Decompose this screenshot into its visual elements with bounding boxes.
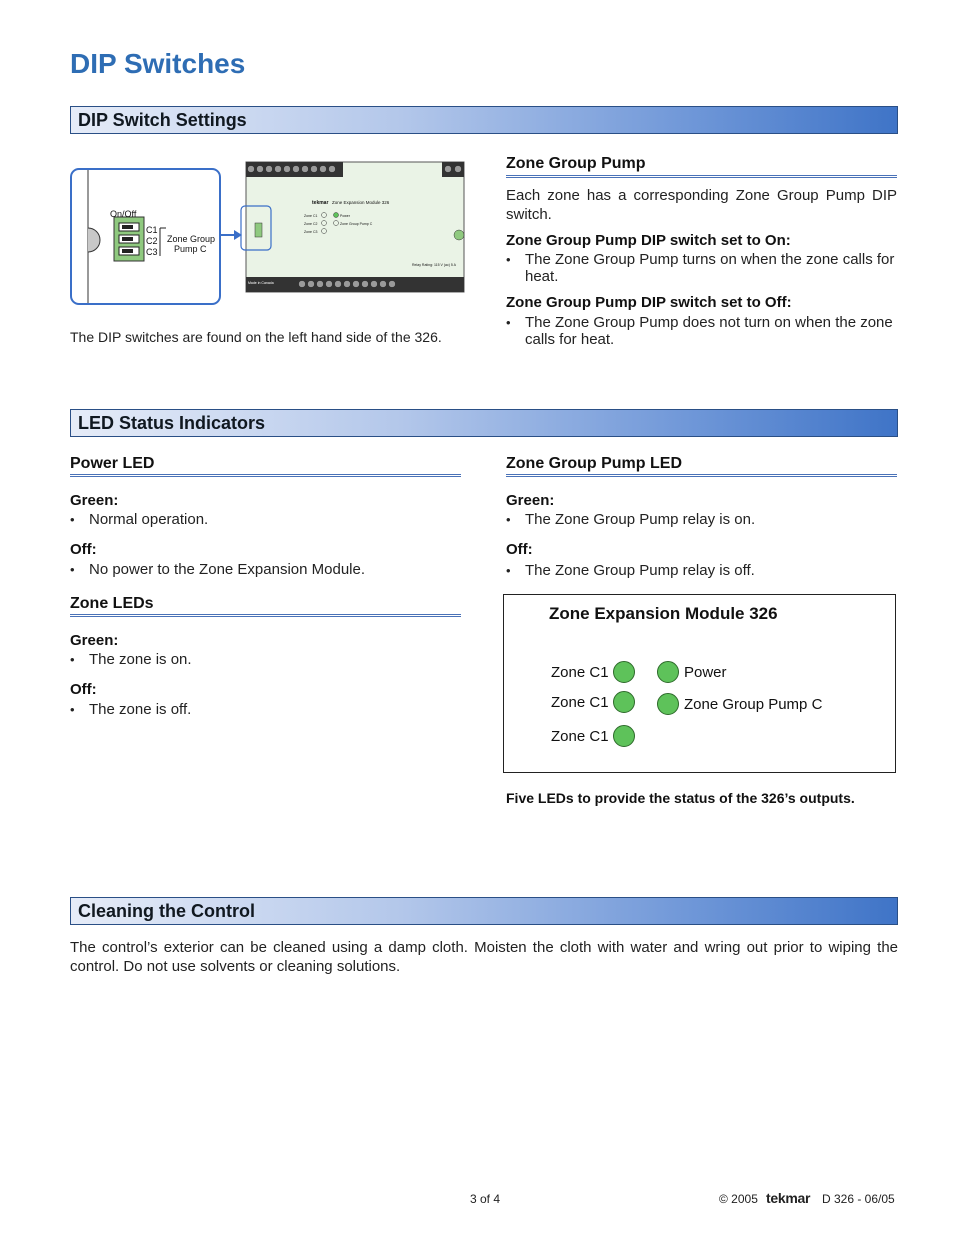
zgp-heading: Zone Group Pump <box>506 155 646 172</box>
module-zone-c2: Zone C2 <box>304 222 318 226</box>
zone-off-text: • The zone is off. <box>70 701 469 718</box>
led-power <box>657 661 679 683</box>
zgp-label-1: Zone Group <box>167 234 216 244</box>
cleaning-text: The control’s exterior can be cleaned using a damp cloth. Moisten the cloth with water and wring out prior to wiping the control. Do not use solvents or cleaning solutions. <box>70 939 898 975</box>
led-panel <box>503 594 896 773</box>
zgp-off-text: • The Zone Group Pump does not turn on when the zone calls for heat. <box>506 314 897 348</box>
zgp-green-text: • The Zone Group Pump relay is on. <box>506 511 905 528</box>
dip-figure-caption: The DIP switches are found on the left hand side of the 326. <box>70 329 442 345</box>
copyright: © 2005 <box>719 1192 758 1206</box>
module-zgp: Zone Group Pump C <box>340 222 373 226</box>
zone-green-text: • The zone is on. <box>70 651 469 668</box>
section-title: Cleaning the Control <box>78 901 255 921</box>
switch-label-c3: C3 <box>146 247 158 257</box>
zgp-on-label: Zone Group Pump DIP switch set to On: <box>506 232 791 249</box>
dip-switch-figure <box>70 160 470 310</box>
zone-leds-rule <box>70 614 461 617</box>
section-band-cleaning <box>70 897 898 925</box>
zgp-heading-rule <box>506 175 897 178</box>
switch-label-c2: C2 <box>146 236 158 246</box>
power-led-heading: Power LED <box>70 455 155 472</box>
led-zone-c1 <box>613 661 635 683</box>
led-zone-c3-label: Zone C1 <box>551 728 609 745</box>
led-power-label: Power <box>684 664 727 681</box>
zone-leds-heading: Zone LEDs <box>70 595 154 612</box>
led-zone-group-pump <box>657 693 679 715</box>
switch-label-c1: C1 <box>146 225 158 235</box>
zgp-label-2: Pump C <box>174 244 207 254</box>
zgp-intro: Each zone has a corresponding Zone Group Pump DIP switch. <box>506 187 897 223</box>
power-led-rule <box>70 474 461 477</box>
zgp-off-label: Zone Group Pump DIP switch set to Off: <box>506 294 792 311</box>
power-off-text: • No power to the Zone Expansion Module. <box>70 561 469 578</box>
module-title: Zone Expansion Module 326 <box>332 200 390 205</box>
module-power: Power <box>340 214 350 218</box>
led-zone-c2-label: Zone C1 <box>551 694 609 711</box>
onoff-label: On/Off <box>110 209 137 219</box>
section-band-led-status-indicators <box>70 409 898 437</box>
module-made: Made in Canada <box>248 281 274 285</box>
module-zone-c1: Zone C1 <box>304 214 318 218</box>
footer-brand-logo: tekmar <box>766 1190 811 1206</box>
zgp-led-heading: Zone Group Pump LED <box>506 455 682 472</box>
power-green-label: Green: <box>70 492 119 509</box>
dip-switch-diagram <box>70 160 470 310</box>
zone-off-label: Off: <box>70 681 97 698</box>
led-zgp-label: Zone Group Pump C <box>684 696 823 713</box>
power-green-text: • Normal operation. <box>70 511 469 528</box>
zgp-green-label: Green: <box>506 492 555 509</box>
zgp-off-label: Off: <box>506 541 533 558</box>
module-zone-c3: Zone C3 <box>304 230 318 234</box>
zone-green-label: Green: <box>70 632 119 649</box>
led-zone-c1-label: Zone C1 <box>551 664 609 681</box>
led-zone-c3 <box>613 725 635 747</box>
section-title: DIP Switch Settings <box>78 110 247 130</box>
zgp-on-text: • The Zone Group Pump turns on when the zone calls for heat. <box>506 251 897 285</box>
page-title: DIP Switches <box>70 48 246 79</box>
zgp-led-rule <box>506 474 897 477</box>
module-relay: Relay Rating: 115 V (ac) 5 A <box>412 263 456 267</box>
section-band-dip-switch-settings <box>70 106 898 134</box>
led-panel-title: Zone Expansion Module 326 <box>549 604 778 623</box>
led-panel-caption: Five LEDs to provide the status of the 326’s outputs. <box>506 790 855 806</box>
led-zone-c2 <box>613 691 635 713</box>
document-code: D 326 - 06/05 <box>822 1192 895 1206</box>
module-brand: tekmar <box>312 200 329 206</box>
page-number: 3 of 4 <box>470 1192 501 1206</box>
section-title: LED Status Indicators <box>78 413 266 433</box>
power-off-label: Off: <box>70 541 97 558</box>
zgp-off-text: • The Zone Group Pump relay is off. <box>506 562 905 579</box>
